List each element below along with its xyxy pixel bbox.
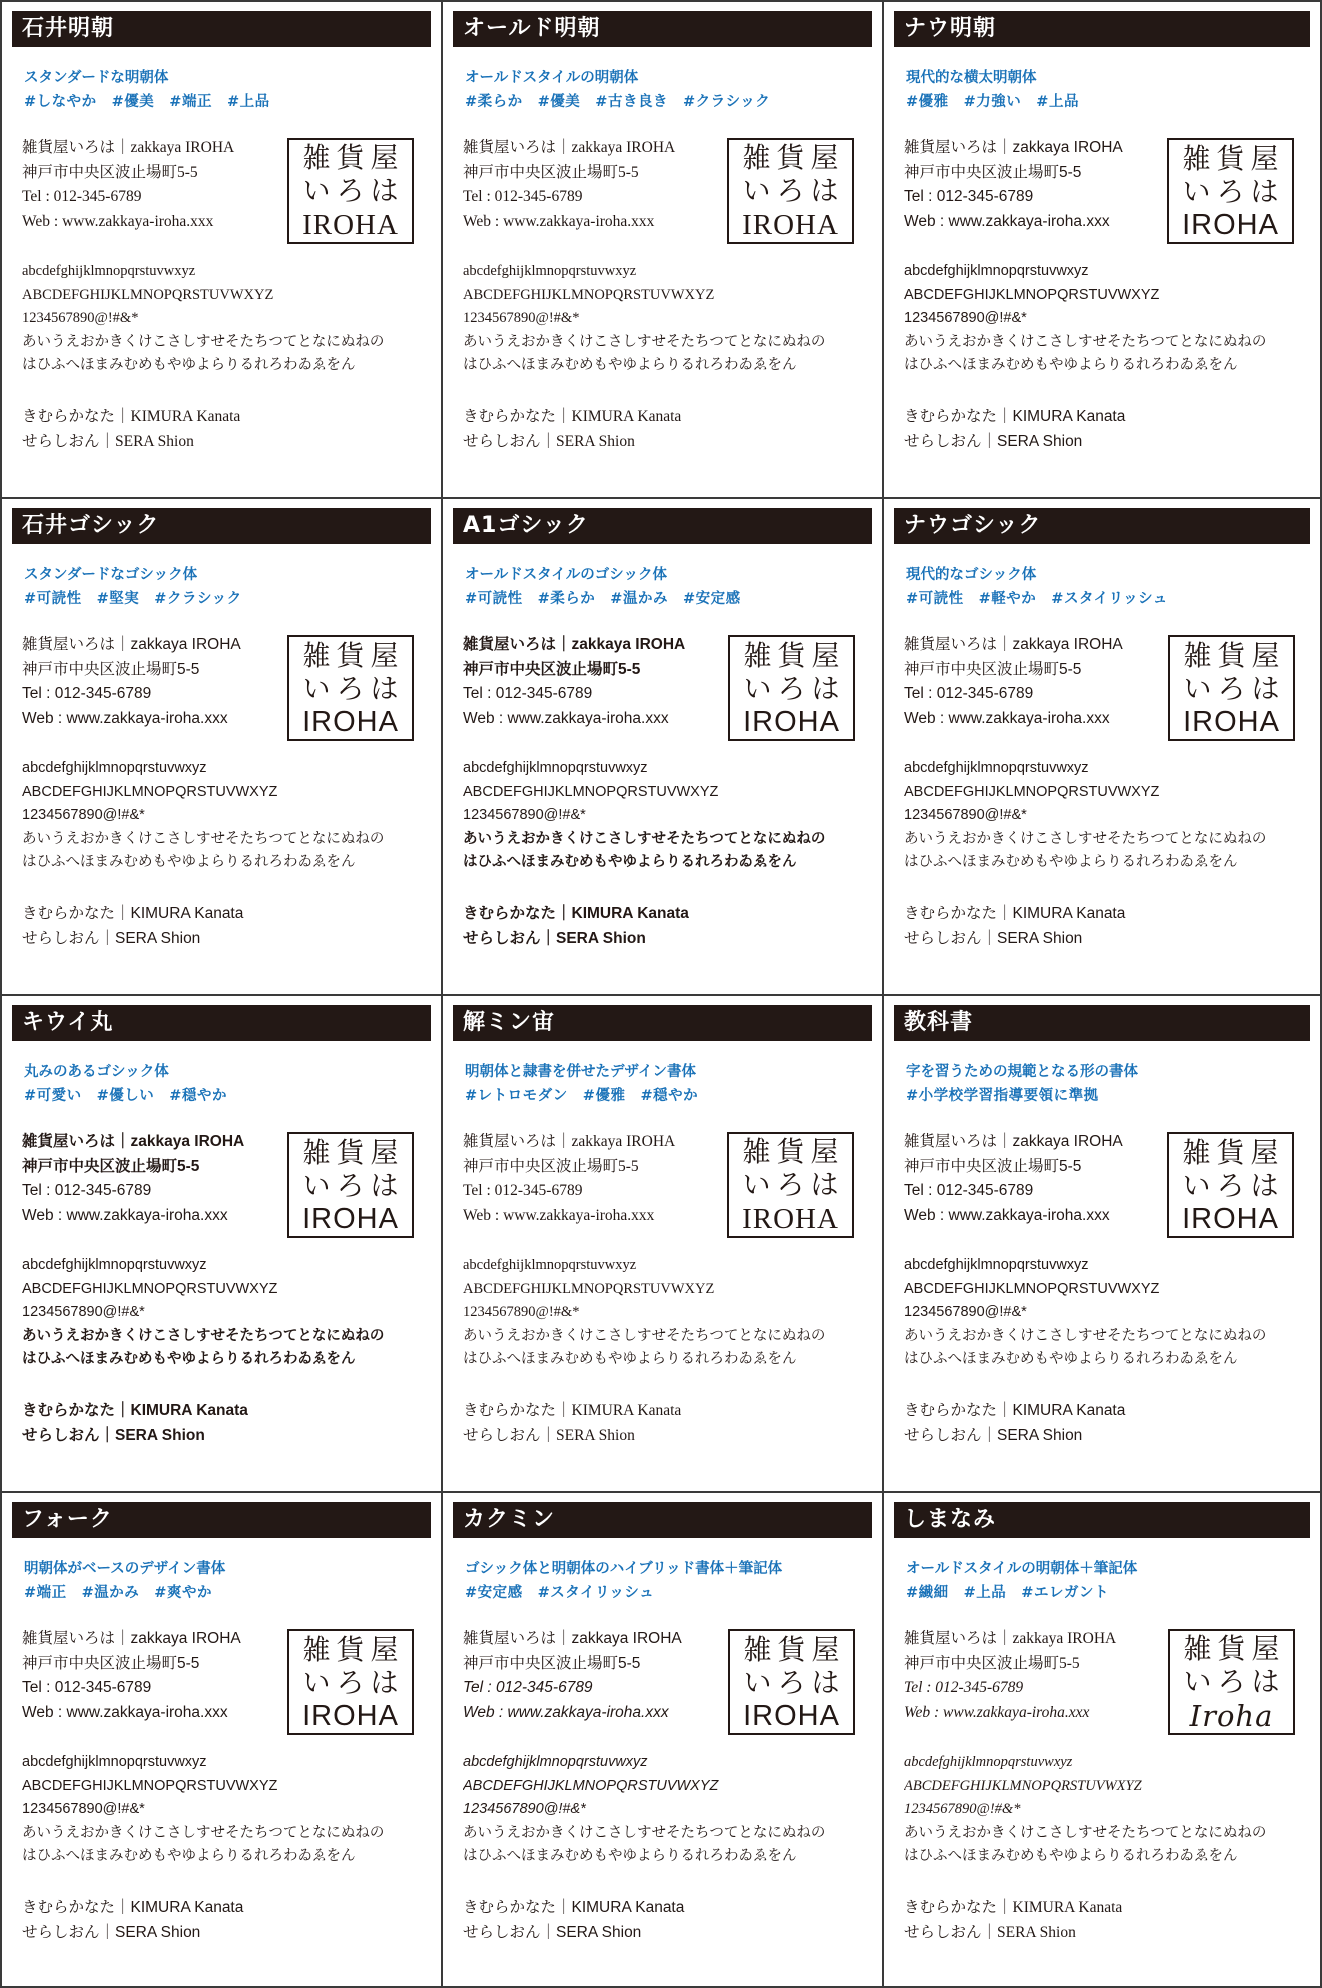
- name-sample-1: きむらかなた｜KIMURA Kanata: [904, 1402, 1126, 1419]
- store-logo: [727, 1132, 854, 1238]
- logo-line-2: いろは: [743, 1667, 846, 1698]
- logo-line-1: 雑貨屋: [302, 640, 405, 671]
- address-line: 神戸市中央区波止場町5-5: [904, 1157, 1082, 1175]
- logo-line-1: 雑貨屋: [1182, 143, 1285, 174]
- glyph-samples: [904, 1751, 1308, 1869]
- web-line: Web : www.zakkaya-iroha.xxx: [904, 1206, 1110, 1224]
- glyph-samples: [463, 260, 870, 378]
- font-card: [2, 499, 443, 996]
- name-sample-1: きむらかなた｜KIMURA Kanata: [22, 1899, 244, 1916]
- tel-line: Tel : 012-345-6789: [22, 685, 152, 702]
- name-samples: [22, 404, 429, 454]
- name-sample-2: せらしおん｜SERA Shion: [904, 1924, 1076, 1941]
- logo-line-3: IROHA: [302, 1700, 399, 1732]
- logo-line-1: 雑貨屋: [1182, 1137, 1285, 1168]
- font-card: [443, 499, 884, 996]
- lowercase-sample: abcdefghijklmnopqrstuvwxyz: [904, 760, 1089, 776]
- digits-sample: 1234567890@!#&*: [463, 807, 586, 823]
- font-description: 現代的なゴシック体: [906, 567, 1037, 583]
- logo-line-3: IROHA: [742, 209, 839, 241]
- logo-line-2: いろは: [1183, 673, 1286, 704]
- name-sample-2: せらしおん｜SERA Shion: [463, 930, 646, 947]
- store-line: 雑貨屋いろは｜zakkaya IROHA: [463, 1630, 682, 1647]
- store-logo: [287, 1132, 414, 1238]
- kana-sample-1: あいうえおかきくけこさしすせそたちつてとなにぬねの: [904, 830, 1267, 847]
- kana-sample-2: はひふへほまみむめもやゆよらりるれろわゐゑをん: [463, 357, 797, 373]
- font-name: カクミン: [453, 1502, 872, 1538]
- lowercase-sample: abcdefghijklmnopqrstuvwxyz: [22, 1754, 207, 1770]
- tel-line: Tel : 012-345-6789: [463, 685, 593, 702]
- name-sample-1: きむらかなた｜KIMURA Kanata: [904, 408, 1126, 425]
- name-sample-2: せらしおん｜SERA Shion: [463, 1924, 642, 1941]
- store-logo: [1168, 635, 1295, 741]
- name-sample-1: きむらかなた｜KIMURA Kanata: [22, 905, 244, 922]
- font-card: [443, 1493, 884, 1986]
- font-description: 明朝体と隷書を併せたデザイン書体: [465, 1064, 696, 1080]
- logo-line-3: IROHA: [742, 1203, 839, 1235]
- font-description: 現代的な横太明朝体: [906, 70, 1037, 86]
- store-info: [463, 1130, 723, 1228]
- name-sample-2: せらしおん｜SERA Shion: [22, 433, 194, 450]
- glyph-samples: [22, 1254, 429, 1372]
- logo-line-2: いろは: [1182, 176, 1285, 207]
- font-tags: #繊細 #上品 #エレガント: [906, 1585, 1109, 1601]
- kana-sample-2: はひふへほまみむめもやゆよらりるれろわゐゑをん: [463, 1848, 797, 1864]
- store-line: 雑貨屋いろは｜zakkaya IROHA: [463, 1133, 676, 1150]
- logo-line-2: いろは: [302, 1170, 405, 1201]
- lowercase-sample: abcdefghijklmnopqrstuvwxyz: [904, 1257, 1089, 1273]
- font-card: [884, 1493, 1320, 1986]
- address-line: 神戸市中央区波止場町5-5: [22, 1654, 200, 1672]
- glyph-samples: [904, 260, 1308, 378]
- uppercase-sample: ABCDEFGHIJKLMNOPQRSTUVWXYZ: [904, 1280, 1160, 1297]
- web-line: Web : www.zakkaya-iroha.xxx: [22, 709, 228, 727]
- store-info: [22, 1130, 282, 1228]
- digits-sample: 1234567890@!#&*: [22, 310, 139, 326]
- font-name: ナウゴシック: [894, 508, 1310, 544]
- digits-sample: 1234567890@!#&*: [463, 310, 580, 326]
- font-card: [884, 499, 1320, 996]
- font-tags: #端正 #温かみ #爽やか: [24, 1585, 212, 1601]
- glyph-samples: [904, 1254, 1308, 1372]
- font-card: [2, 1493, 443, 1986]
- name-sample-2: せらしおん｜SERA Shion: [463, 1427, 635, 1444]
- font-tags: #柔らか #優美 #古き良き #クラシック: [465, 94, 771, 110]
- address-line: 神戸市中央区波止場町5-5: [904, 1654, 1080, 1672]
- address-line: 神戸市中央区波止場町5-5: [463, 1654, 641, 1672]
- address-line: 神戸市中央区波止場町5-5: [22, 660, 200, 678]
- logo-line-1: 雑貨屋: [1183, 1634, 1286, 1665]
- logo-line-2: いろは: [302, 673, 405, 704]
- store-line: 雑貨屋いろは｜zakkaya IROHA: [463, 636, 686, 653]
- uppercase-sample: ABCDEFGHIJKLMNOPQRSTUVWXYZ: [463, 286, 715, 303]
- font-description: 明朝体がベースのデザイン書体: [24, 1561, 226, 1577]
- store-line: 雑貨屋いろは｜zakkaya IROHA: [904, 636, 1123, 653]
- store-logo: [287, 635, 414, 741]
- font-tags: #レトロモダン #優雅 #穏やか: [465, 1088, 699, 1104]
- font-description: オールドスタイルの明朝体＋筆記体: [906, 1561, 1138, 1577]
- font-card: [884, 2, 1320, 499]
- store-logo: [728, 1629, 855, 1735]
- glyph-samples: [22, 757, 429, 875]
- kana-sample-1: あいうえおかきくけこさしすせそたちつてとなにぬねの: [22, 830, 385, 847]
- uppercase-sample: ABCDEFGHIJKLMNOPQRSTUVWXYZ: [904, 783, 1160, 800]
- font-tags: #可読性 #堅実 #クラシック: [24, 591, 242, 607]
- lowercase-sample: abcdefghijklmnopqrstuvwxyz: [22, 263, 196, 279]
- tel-line: Tel : 012-345-6789: [463, 1679, 593, 1696]
- digits-sample: 1234567890@!#&*: [22, 1304, 145, 1320]
- digits-sample: 1234567890@!#&*: [904, 1304, 1027, 1320]
- logo-line-2: いろは: [1182, 1170, 1285, 1201]
- address-line: 神戸市中央区波止場町5-5: [463, 1157, 639, 1175]
- name-sample-2: せらしおん｜SERA Shion: [904, 433, 1083, 450]
- name-sample-2: せらしおん｜SERA Shion: [904, 1427, 1083, 1444]
- font-description: スタンダードな明朝体: [24, 70, 169, 86]
- kana-sample-2: はひふへほまみむめもやゆよらりるれろわゐゑをん: [22, 357, 356, 373]
- kana-sample-1: あいうえおかきくけこさしすせそたちつてとなにぬねの: [22, 1327, 385, 1344]
- digits-sample: 1234567890@!#&*: [904, 310, 1027, 326]
- uppercase-sample: ABCDEFGHIJKLMNOPQRSTUVWXYZ: [904, 286, 1160, 303]
- font-card: [2, 996, 443, 1493]
- kana-sample-1: あいうえおかきくけこさしすせそたちつてとなにぬねの: [904, 1327, 1267, 1344]
- font-tags: #しなやか #優美 #端正 #上品: [24, 94, 270, 110]
- web-line: Web : www.zakkaya-iroha.xxx: [463, 212, 655, 230]
- name-sample-2: せらしおん｜SERA Shion: [463, 433, 635, 450]
- logo-line-1: 雑貨屋: [302, 1634, 405, 1665]
- logo-line-1: 雑貨屋: [1183, 640, 1286, 671]
- address-line: 神戸市中央区波止場町5-5: [904, 660, 1082, 678]
- glyph-samples: [22, 260, 429, 378]
- store-info: [463, 136, 723, 234]
- digits-sample: 1234567890@!#&*: [904, 807, 1027, 823]
- store-logo: [1168, 1629, 1295, 1735]
- name-sample-1: きむらかなた｜KIMURA Kanata: [463, 1402, 682, 1419]
- name-sample-1: きむらかなた｜KIMURA Kanata: [904, 1899, 1123, 1916]
- name-samples: [463, 901, 870, 951]
- lowercase-sample: abcdefghijklmnopqrstuvwxyz: [463, 1257, 637, 1273]
- tel-line: Tel : 012-345-6789: [463, 188, 583, 205]
- uppercase-sample: ABCDEFGHIJKLMNOPQRSTUVWXYZ: [463, 783, 719, 800]
- font-tags: #安定感 #スタイリッシュ: [465, 1585, 655, 1601]
- name-sample-1: きむらかなた｜KIMURA Kanata: [904, 905, 1126, 922]
- logo-line-1: 雑貨屋: [743, 1634, 846, 1665]
- kana-sample-1: あいうえおかきくけこさしすせそたちつてとなにぬねの: [904, 1824, 1267, 1841]
- lowercase-sample: abcdefghijklmnopqrstuvwxyz: [904, 1754, 1073, 1770]
- digits-sample: 1234567890@!#&*: [463, 1801, 586, 1817]
- glyph-samples: [904, 757, 1308, 875]
- font-card: [443, 2, 884, 499]
- font-name: ナウ明朝: [894, 11, 1310, 47]
- web-line: Web : www.zakkaya-iroha.xxx: [22, 1703, 228, 1721]
- font-description: オールドスタイルの明朝体: [465, 70, 639, 86]
- web-line: Web : www.zakkaya-iroha.xxx: [463, 709, 669, 727]
- tel-line: Tel : 012-345-6789: [22, 1182, 152, 1199]
- name-sample-1: きむらかなた｜KIMURA Kanata: [22, 1402, 248, 1419]
- font-name: 解ミン宙: [453, 1005, 872, 1041]
- glyph-samples: [463, 1751, 870, 1869]
- name-sample-1: きむらかなた｜KIMURA Kanata: [463, 905, 689, 922]
- store-info: [463, 1627, 723, 1725]
- name-samples: [22, 1398, 429, 1448]
- logo-line-3: IROHA: [743, 1700, 840, 1732]
- font-description: スタンダードなゴシック体: [24, 567, 198, 583]
- tel-line: Tel : 012-345-6789: [22, 1679, 152, 1696]
- logo-line-3: IROHA: [302, 1203, 399, 1235]
- store-info: [22, 633, 282, 731]
- font-card: [2, 2, 443, 499]
- store-line: 雑貨屋いろは｜zakkaya IROHA: [22, 1630, 241, 1647]
- store-logo: [727, 138, 854, 244]
- name-samples: [463, 404, 870, 454]
- kana-sample-2: はひふへほまみむめもやゆよらりるれろわゐゑをん: [22, 854, 356, 870]
- glyph-samples: [22, 1751, 429, 1869]
- web-line: Web : www.zakkaya-iroha.xxx: [22, 212, 214, 230]
- font-name: 教科書: [894, 1005, 1310, 1041]
- uppercase-sample: ABCDEFGHIJKLMNOPQRSTUVWXYZ: [22, 1280, 278, 1297]
- lowercase-sample: abcdefghijklmnopqrstuvwxyz: [904, 263, 1089, 279]
- store-info: [904, 136, 1164, 234]
- store-info: [22, 1627, 282, 1725]
- logo-line-3: IROHA: [743, 706, 840, 738]
- kana-sample-1: あいうえおかきくけこさしすせそたちつてとなにぬねの: [463, 1327, 826, 1344]
- web-line: Web : www.zakkaya-iroha.xxx: [463, 1703, 669, 1721]
- logo-line-3: IROHA: [302, 209, 399, 241]
- logo-line-1: 雑貨屋: [743, 640, 846, 671]
- font-name: フォーク: [12, 1502, 431, 1538]
- store-logo: [1167, 138, 1294, 244]
- store-line: 雑貨屋いろは｜zakkaya IROHA: [904, 139, 1123, 156]
- logo-line-2: いろは: [302, 1667, 405, 1698]
- store-logo: [1167, 1132, 1294, 1238]
- kana-sample-1: あいうえおかきくけこさしすせそたちつてとなにぬねの: [463, 333, 826, 350]
- logo-line-1: 雑貨屋: [302, 143, 405, 174]
- kana-sample-2: はひふへほまみむめもやゆよらりるれろわゐゑをん: [904, 357, 1238, 373]
- tel-line: Tel : 012-345-6789: [904, 1182, 1034, 1199]
- font-name: キウイ丸: [12, 1005, 431, 1041]
- kana-sample-1: あいうえおかきくけこさしすせそたちつてとなにぬねの: [904, 333, 1267, 350]
- name-sample-2: せらしおん｜SERA Shion: [904, 930, 1083, 947]
- name-sample-2: せらしおん｜SERA Shion: [22, 1427, 205, 1444]
- kana-sample-2: はひふへほまみむめもやゆよらりるれろわゐゑをん: [904, 1351, 1238, 1367]
- logo-line-2: いろは: [742, 1170, 845, 1201]
- logo-line-3: Iroha: [1189, 1699, 1274, 1733]
- logo-line-3: IROHA: [1183, 706, 1280, 738]
- uppercase-sample: ABCDEFGHIJKLMNOPQRSTUVWXYZ: [22, 1777, 278, 1794]
- address-line: 神戸市中央区波止場町5-5: [22, 1157, 200, 1175]
- uppercase-sample: ABCDEFGHIJKLMNOPQRSTUVWXYZ: [463, 1280, 715, 1297]
- font-tags: #可読性 #軽やか #スタイリッシュ: [906, 591, 1168, 607]
- logo-line-1: 雑貨屋: [302, 1137, 405, 1168]
- store-line: 雑貨屋いろは｜zakkaya IROHA: [904, 1630, 1117, 1647]
- store-line: 雑貨屋いろは｜zakkaya IROHA: [22, 1133, 245, 1150]
- tel-line: Tel : 012-345-6789: [904, 188, 1034, 205]
- logo-line-2: いろは: [1183, 1667, 1286, 1698]
- logo-line-3: IROHA: [302, 706, 399, 738]
- store-info: [904, 633, 1164, 731]
- name-sample-1: きむらかなた｜KIMURA Kanata: [463, 1899, 685, 1916]
- name-samples: [22, 901, 429, 951]
- address-line: 神戸市中央区波止場町5-5: [22, 163, 198, 181]
- store-line: 雑貨屋いろは｜zakkaya IROHA: [904, 1133, 1123, 1150]
- font-description: ゴシック体と明朝体のハイブリッド書体＋筆記体: [465, 1561, 783, 1577]
- font-tags: #小学校学習指導要領に準拠: [906, 1088, 1099, 1104]
- name-sample-2: せらしおん｜SERA Shion: [22, 1924, 201, 1941]
- digits-sample: 1234567890@!#&*: [22, 807, 145, 823]
- kana-sample-1: あいうえおかきくけこさしすせそたちつてとなにぬねの: [22, 333, 385, 350]
- kana-sample-1: あいうえおかきくけこさしすせそたちつてとなにぬねの: [463, 830, 826, 847]
- kana-sample-1: あいうえおかきくけこさしすせそたちつてとなにぬねの: [463, 1824, 826, 1841]
- logo-line-2: いろは: [743, 673, 846, 704]
- name-sample-1: きむらかなた｜KIMURA Kanata: [463, 408, 682, 425]
- font-card: [443, 996, 884, 1493]
- font-description: 字を習うための規範となる形の書体: [906, 1064, 1138, 1080]
- font-tags: #可読性 #柔らか #温かみ #安定感: [465, 591, 741, 607]
- lowercase-sample: abcdefghijklmnopqrstuvwxyz: [22, 1257, 207, 1273]
- logo-line-2: いろは: [302, 176, 405, 207]
- address-line: 神戸市中央区波止場町5-5: [463, 163, 639, 181]
- store-logo: [287, 138, 414, 244]
- name-sample-1: きむらかなた｜KIMURA Kanata: [22, 408, 241, 425]
- store-info: [22, 136, 282, 234]
- digits-sample: 1234567890@!#&*: [463, 1304, 580, 1320]
- name-samples: [904, 1398, 1308, 1448]
- store-info: [904, 1130, 1164, 1228]
- glyph-samples: [463, 757, 870, 875]
- uppercase-sample: ABCDEFGHIJKLMNOPQRSTUVWXYZ: [904, 1777, 1142, 1794]
- glyph-samples: [463, 1254, 870, 1372]
- web-line: Web : www.zakkaya-iroha.xxx: [463, 1206, 655, 1224]
- name-samples: [463, 1398, 870, 1448]
- address-line: 神戸市中央区波止場町5-5: [463, 660, 641, 678]
- logo-line-1: 雑貨屋: [742, 143, 845, 174]
- kana-sample-2: はひふへほまみむめもやゆよらりるれろわゐゑをん: [463, 1351, 797, 1367]
- store-line: 雑貨屋いろは｜zakkaya IROHA: [22, 139, 235, 156]
- name-samples: [904, 1895, 1308, 1945]
- address-line: 神戸市中央区波止場町5-5: [904, 163, 1082, 181]
- font-name: 石井ゴシック: [12, 508, 431, 544]
- font-description: 丸みのあるゴシック体: [24, 1064, 169, 1080]
- logo-line-3: IROHA: [1182, 1203, 1279, 1235]
- digits-sample: 1234567890@!#&*: [904, 1801, 1021, 1817]
- web-line: Web : www.zakkaya-iroha.xxx: [904, 1703, 1090, 1721]
- tel-line: Tel : 012-345-6789: [904, 1679, 1024, 1696]
- font-card: [884, 996, 1320, 1493]
- store-line: 雑貨屋いろは｜zakkaya IROHA: [463, 139, 676, 156]
- store-logo: [728, 635, 855, 741]
- store-info: [904, 1627, 1164, 1725]
- tel-line: Tel : 012-345-6789: [463, 1182, 583, 1199]
- lowercase-sample: abcdefghijklmnopqrstuvwxyz: [463, 263, 637, 279]
- web-line: Web : www.zakkaya-iroha.xxx: [904, 709, 1110, 727]
- web-line: Web : www.zakkaya-iroha.xxx: [22, 1206, 228, 1224]
- store-info: [463, 633, 723, 731]
- logo-line-2: いろは: [742, 176, 845, 207]
- uppercase-sample: ABCDEFGHIJKLMNOPQRSTUVWXYZ: [22, 286, 274, 303]
- logo-line-1: 雑貨屋: [742, 1137, 845, 1168]
- font-tags: #優雅 #力強い #上品: [906, 94, 1079, 110]
- kana-sample-2: はひふへほまみむめもやゆよらりるれろわゐゑをん: [22, 1351, 356, 1367]
- uppercase-sample: ABCDEFGHIJKLMNOPQRSTUVWXYZ: [463, 1777, 719, 1794]
- kana-sample-2: はひふへほまみむめもやゆよらりるれろわゐゑをん: [904, 1848, 1238, 1864]
- name-sample-2: せらしおん｜SERA Shion: [22, 930, 201, 947]
- lowercase-sample: abcdefghijklmnopqrstuvwxyz: [463, 760, 648, 776]
- tel-line: Tel : 012-345-6789: [22, 188, 142, 205]
- name-samples: [463, 1895, 870, 1945]
- kana-sample-1: あいうえおかきくけこさしすせそたちつてとなにぬねの: [22, 1824, 385, 1841]
- kana-sample-2: はひふへほまみむめもやゆよらりるれろわゐゑをん: [463, 854, 797, 870]
- store-logo: [287, 1629, 414, 1735]
- name-samples: [904, 404, 1308, 454]
- tel-line: Tel : 012-345-6789: [904, 685, 1034, 702]
- lowercase-sample: abcdefghijklmnopqrstuvwxyz: [463, 1754, 648, 1770]
- font-description: オールドスタイルのゴシック体: [465, 567, 667, 583]
- digits-sample: 1234567890@!#&*: [22, 1801, 145, 1817]
- font-name: しまなみ: [894, 1502, 1310, 1538]
- kana-sample-2: はひふへほまみむめもやゆよらりるれろわゐゑをん: [904, 854, 1238, 870]
- logo-line-3: IROHA: [1182, 209, 1279, 241]
- font-name: オールド明朝: [453, 11, 872, 47]
- store-line: 雑貨屋いろは｜zakkaya IROHA: [22, 636, 241, 653]
- kana-sample-2: はひふへほまみむめもやゆよらりるれろわゐゑをん: [22, 1848, 356, 1864]
- name-samples: [904, 901, 1308, 951]
- lowercase-sample: abcdefghijklmnopqrstuvwxyz: [22, 760, 207, 776]
- font-tags: #可愛い #優しい #穏やか: [24, 1088, 227, 1104]
- uppercase-sample: ABCDEFGHIJKLMNOPQRSTUVWXYZ: [22, 783, 278, 800]
- font-name: A1ゴシック: [453, 508, 872, 544]
- name-samples: [22, 1895, 429, 1945]
- web-line: Web : www.zakkaya-iroha.xxx: [904, 212, 1110, 230]
- font-name: 石井明朝: [12, 11, 431, 47]
